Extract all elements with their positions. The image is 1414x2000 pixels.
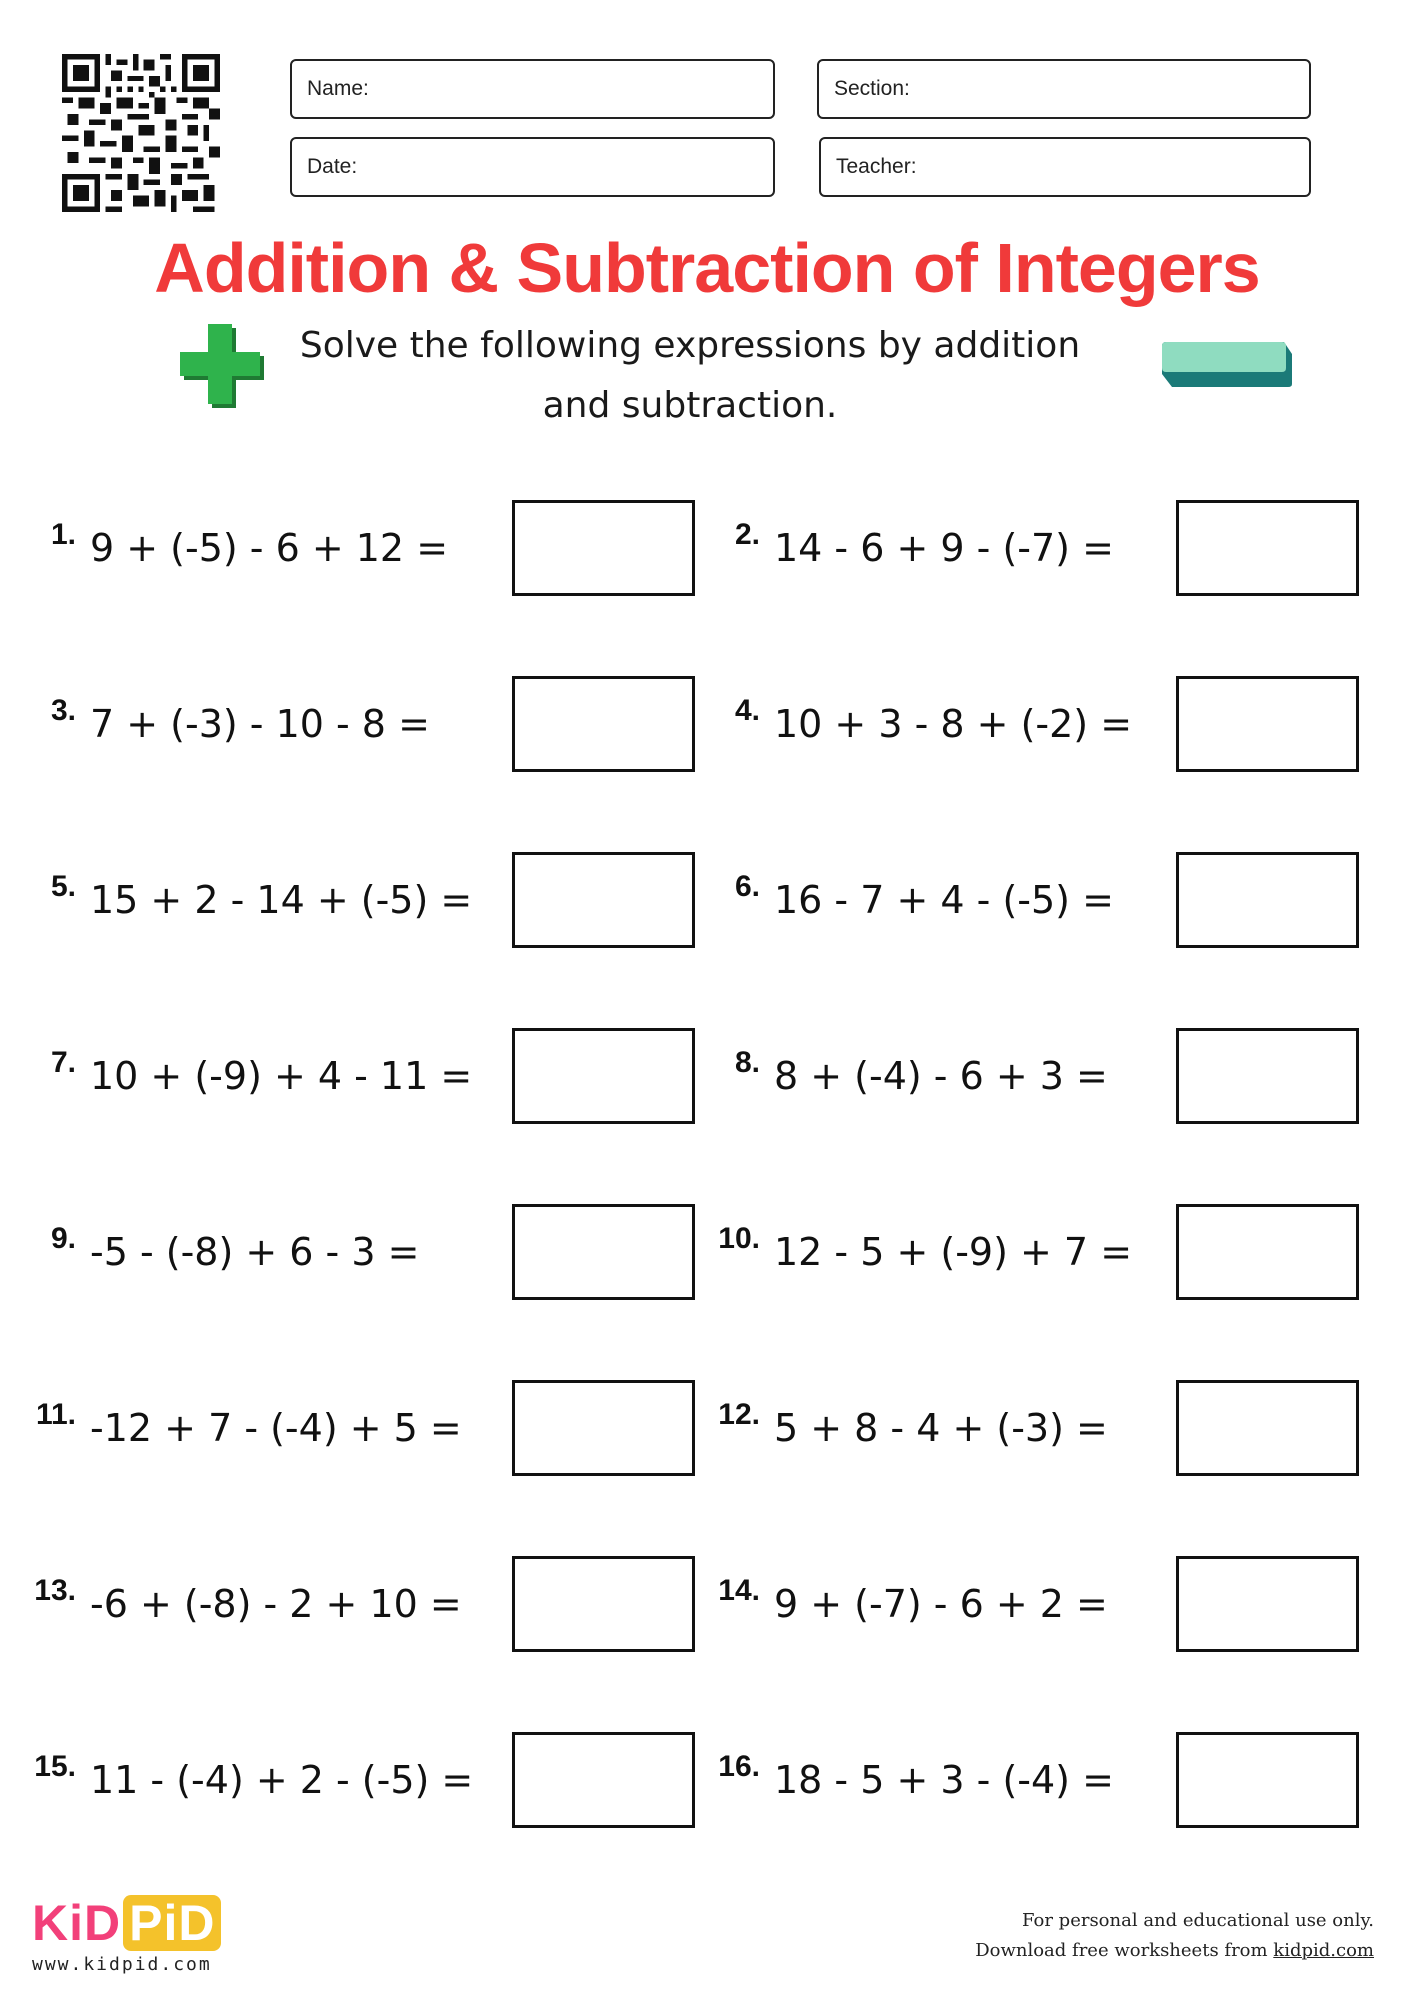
answer-box-12[interactable]: [1176, 1380, 1359, 1476]
date-field[interactable]: [290, 137, 775, 197]
answer-box-5[interactable]: [512, 852, 695, 948]
problem-number: 11.: [35, 1398, 76, 1431]
logo-wordmark: [32, 1895, 221, 1951]
problem-number: 15.: [34, 1750, 76, 1783]
footer-line-2: [975, 1936, 1374, 1966]
answer-box-7[interactable]: [512, 1028, 695, 1124]
name-field-label: Name:: [307, 77, 369, 100]
logo-pid: PiD: [123, 1895, 221, 1951]
problem-number: 12.: [718, 1398, 760, 1431]
problem-expression: 10 + 3 - 8 + (-2) =: [774, 702, 1133, 746]
section-field-label: Section:: [834, 77, 910, 100]
teacher-field[interactable]: [819, 137, 1311, 197]
problem-expression: 14 - 6 + 9 - (-7) =: [774, 526, 1114, 570]
answer-box-15[interactable]: [512, 1732, 695, 1828]
problem-expression: 15 + 2 - 14 + (-5) =: [90, 878, 473, 922]
problem-expression: 5 + 8 - 4 + (-3) =: [774, 1406, 1108, 1450]
logo-kid: KiD: [32, 1895, 122, 1951]
name-field[interactable]: [290, 59, 775, 119]
plus-sign-icon: [172, 316, 264, 408]
problem-number: 10.: [718, 1222, 760, 1255]
answer-box-4[interactable]: [1176, 676, 1359, 772]
footer-line-1: For personal and educational use only.: [1022, 1910, 1374, 1931]
answer-box-14[interactable]: [1176, 1556, 1359, 1652]
footer-link[interactable]: kidpid.com: [1273, 1940, 1374, 1961]
logo-url: www.kidpid.com: [32, 1954, 212, 1975]
minus-sign-icon: [1158, 340, 1296, 390]
problem-number: 16.: [718, 1750, 760, 1783]
problem-expression: 7 + (-3) - 10 - 8 =: [90, 702, 430, 746]
answer-box-11[interactable]: [512, 1380, 695, 1476]
problem-number: 8.: [734, 1046, 760, 1079]
problem-number: 7.: [50, 1046, 76, 1079]
problem-number: 4.: [734, 694, 760, 727]
problem-number: 3.: [50, 694, 76, 727]
problem-expression: 9 + (-7) - 6 + 2 =: [774, 1582, 1108, 1626]
answer-box-6[interactable]: [1176, 852, 1359, 948]
problem-number: 9.: [50, 1222, 76, 1255]
problem-expression: 9 + (-5) - 6 + 12 =: [90, 526, 449, 570]
problem-expression: 18 - 5 + 3 - (-4) =: [774, 1758, 1114, 1802]
problem-number: 14.: [718, 1574, 760, 1607]
answer-box-1[interactable]: [512, 500, 695, 596]
instructions-line-2: and subtraction.: [542, 385, 838, 426]
footer-line-2-prefix: Download free worksheets from: [975, 1940, 1274, 1961]
problem-expression: -12 + 7 - (-4) + 5 =: [90, 1406, 462, 1450]
teacher-field-label: Teacher:: [836, 155, 917, 178]
answer-box-3[interactable]: [512, 676, 695, 772]
page-title: Addition & Subtraction of Integers: [154, 229, 1260, 307]
answer-box-16[interactable]: [1176, 1732, 1359, 1828]
problem-expression: -5 - (-8) + 6 - 3 =: [90, 1230, 420, 1274]
problem-number: 6.: [734, 870, 760, 903]
problem-expression: 8 + (-4) - 6 + 3 =: [774, 1054, 1108, 1098]
answer-box-8[interactable]: [1176, 1028, 1359, 1124]
problem-expression: 10 + (-9) + 4 - 11 =: [90, 1054, 473, 1098]
kidpid-logo[interactable]: [32, 1895, 221, 1975]
problem-expression: -6 + (-8) - 2 + 10 =: [90, 1582, 462, 1626]
problem-number: 5.: [50, 870, 76, 903]
problem-expression: 11 - (-4) + 2 - (-5) =: [90, 1758, 474, 1802]
instructions: [270, 316, 1110, 436]
answer-box-2[interactable]: [1176, 500, 1359, 596]
problem-expression: 12 - 5 + (-9) + 7 =: [774, 1230, 1133, 1274]
date-field-label: Date:: [307, 155, 358, 178]
answer-box-13[interactable]: [512, 1556, 695, 1652]
footer-note: [975, 1906, 1374, 1966]
section-field[interactable]: [817, 59, 1311, 119]
problem-expression: 16 - 7 + 4 - (-5) =: [774, 878, 1114, 922]
instructions-line-1: Solve the following expressions by addition: [299, 325, 1081, 366]
answer-box-10[interactable]: [1176, 1204, 1359, 1300]
answer-box-9[interactable]: [512, 1204, 695, 1300]
problem-number: 1.: [50, 518, 76, 551]
qr-code-icon: [62, 54, 220, 212]
problem-number: 2.: [734, 518, 760, 551]
problem-number: 13.: [34, 1574, 76, 1607]
